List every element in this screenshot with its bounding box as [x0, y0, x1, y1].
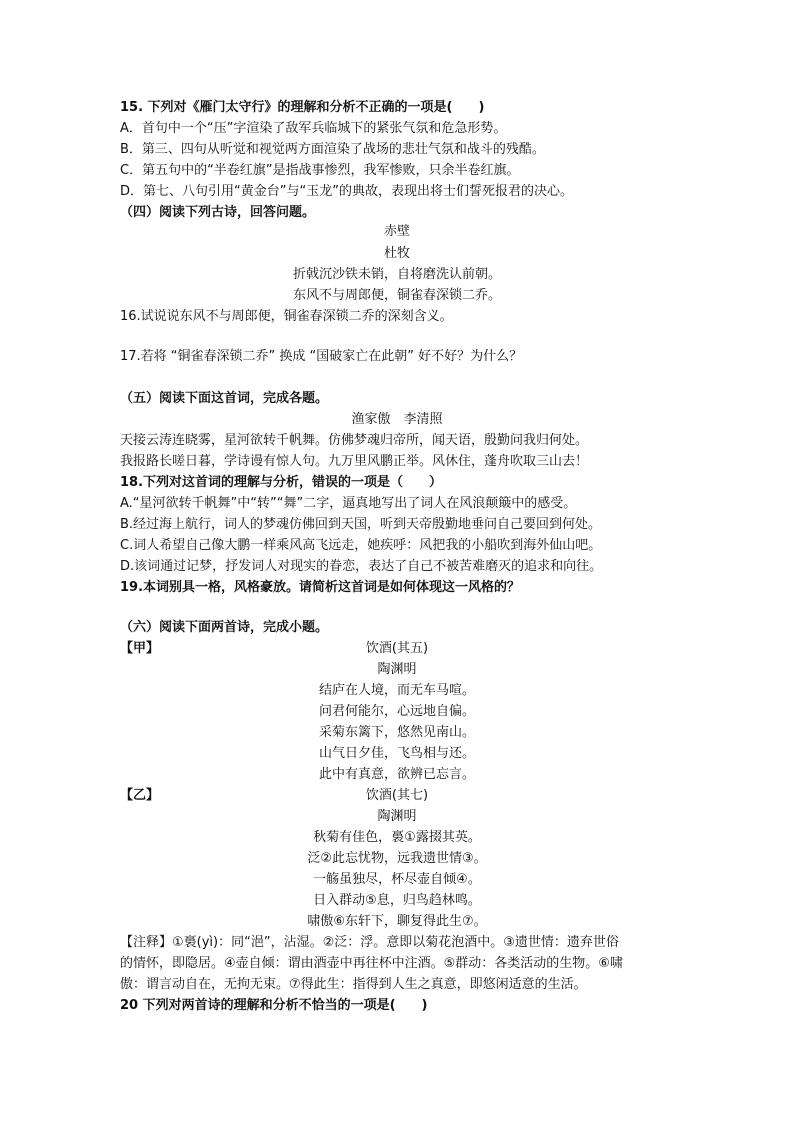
- ci-text-line: 我报路长嗟日暮，学诗谩有惊人句。九万里风鹏正举。风休住，蓬舟吹取三山去！: [120, 454, 589, 469]
- poem-line: 山气日夕佳，飞鸟相与还。: [318, 746, 475, 761]
- q15-stem: 15. 下列对《雁门太守行》的理解和分析不正确的一项是( ): [120, 100, 485, 115]
- tag-jia: 【甲】: [120, 641, 160, 656]
- poem-line: 折戟沉沙铁未销，自将磨洗认前朝。: [292, 267, 501, 282]
- q18-option-b: B.经过海上航行，词人的梦魂仿佛回到天国，听到天帝殷勤地垂问自己要回到何处。: [120, 517, 602, 532]
- q20-stem: 20 下列对两首诗的理解和分析不恰当的一项是( ): [120, 998, 428, 1013]
- poem-title-chibi: 赤壁: [383, 224, 410, 239]
- q18-option-c: C.词人希望自己像大鹏一样乘风高飞远走，她疾呼：风把我的小船吹到海外仙山吧。: [120, 538, 602, 553]
- q18-option-a: A.“星河欲转千帆舞”中“转”“舞”二字，逼真地写出了词人在风浪颠簸中的感受。: [120, 496, 577, 511]
- poem-author-dumu: 杜牧: [383, 246, 410, 261]
- notes-line: 傲：谓言动自在，无拘无束。⑦得此生：指得到人生之真意，即悠闲适意的生活。: [120, 977, 587, 992]
- poem-author-taoyuanming: 陶渊明: [377, 809, 417, 824]
- tag-yi: 【乙】: [120, 788, 160, 803]
- poem-line: 泛②此忘忧物，远我遗世情③。: [307, 851, 487, 866]
- q15-option-b: B．第三、四句从听觉和视觉两方面渲染了战场的悲壮气氛和战斗的残酷。: [120, 142, 545, 157]
- poem-line: 此中有真意，欲辨已忘言。: [318, 767, 475, 782]
- q19: 19.本词别具一格，风格豪放。请简析这首词是如何体现这一风格的？: [120, 580, 521, 595]
- poem-line: 结庐在人境，而无车马喧。: [318, 683, 475, 698]
- poem-title-yujiaao: 渔家傲 李清照: [351, 412, 443, 427]
- q18-stem: 18.下列对这首词的理解与分析，错误的一项是（ ）: [120, 475, 443, 490]
- q15-option-a: A．首句中一个“压”字渲染了敌军兵临城下的紧张气氛和危急形势。: [120, 121, 507, 136]
- ci-text-line: 天接云涛连晓雾，星河欲转千帆舞。仿佛梦魂归帝所，闻天语，殷勤问我归何处。: [120, 433, 589, 448]
- poem-line: 采菊东篱下，悠然见南山。: [318, 725, 475, 740]
- section6-heading: （六）阅读下面两首诗，完成小题。: [120, 620, 329, 635]
- poem-line: 东风不与周郎便，铜雀春深锁二乔。: [292, 288, 501, 303]
- notes-line: 的情怀，即隐居。④壶自倾：谓由酒壶中再往杯中注酒。⑤群动：各类活动的生物。⑥啸: [120, 956, 623, 971]
- poem-line: 一觞虽独尽，杯尽壶自倾④。: [313, 872, 481, 887]
- notes-line: 【注释】①裛(yì)：同“浥”，沾湿。②泛：浮。意即以菊花泡酒中。③遗世情：遗弃世俗: [120, 935, 619, 950]
- q17: 17.若将 “铜雀春深锁二乔” 换成 “国破家亡在此朝” 好不好？为什么？: [120, 349, 523, 364]
- q18-option-d: D.该词通过记梦，抒发词人对现实的眷恋，表达了自己不被苦难磨灭的追求和向往。: [120, 559, 603, 574]
- poem-line: 日入群动⑤息，归鸟趋林鸣。: [313, 893, 481, 908]
- poem-line: 啸傲⑥东轩下，聊复得此生⑦。: [307, 914, 487, 929]
- poem-line: 问君何能尔，心远地自偏。: [318, 704, 475, 719]
- poem-title-yinjiu7: 饮酒(其七): [365, 788, 429, 803]
- poem-author-taoyuanming: 陶渊明: [377, 662, 417, 677]
- section5-heading: （五）阅读下面这首词，完成各题。: [120, 391, 329, 406]
- section4-heading: （四）阅读下列古诗，回答问题。: [120, 205, 316, 220]
- poem-title-yinjiu5: 饮酒(其五): [365, 641, 429, 656]
- poem-line: 秋菊有佳色，裛①露掇其英。: [313, 830, 481, 845]
- q15-option-d: D．第七、八句引用“黄金台”与“玉龙”的典故，表现出将士们誓死报君的决心。: [120, 184, 573, 199]
- q15-option-c: C．第五句中的“半卷红旗”是指战事惨烈，我军惨败，只余半卷红旗。: [120, 163, 520, 178]
- q16: 16.试说说东风不与周郎便，铜雀春深锁二乔的深刻含义。: [120, 309, 453, 324]
